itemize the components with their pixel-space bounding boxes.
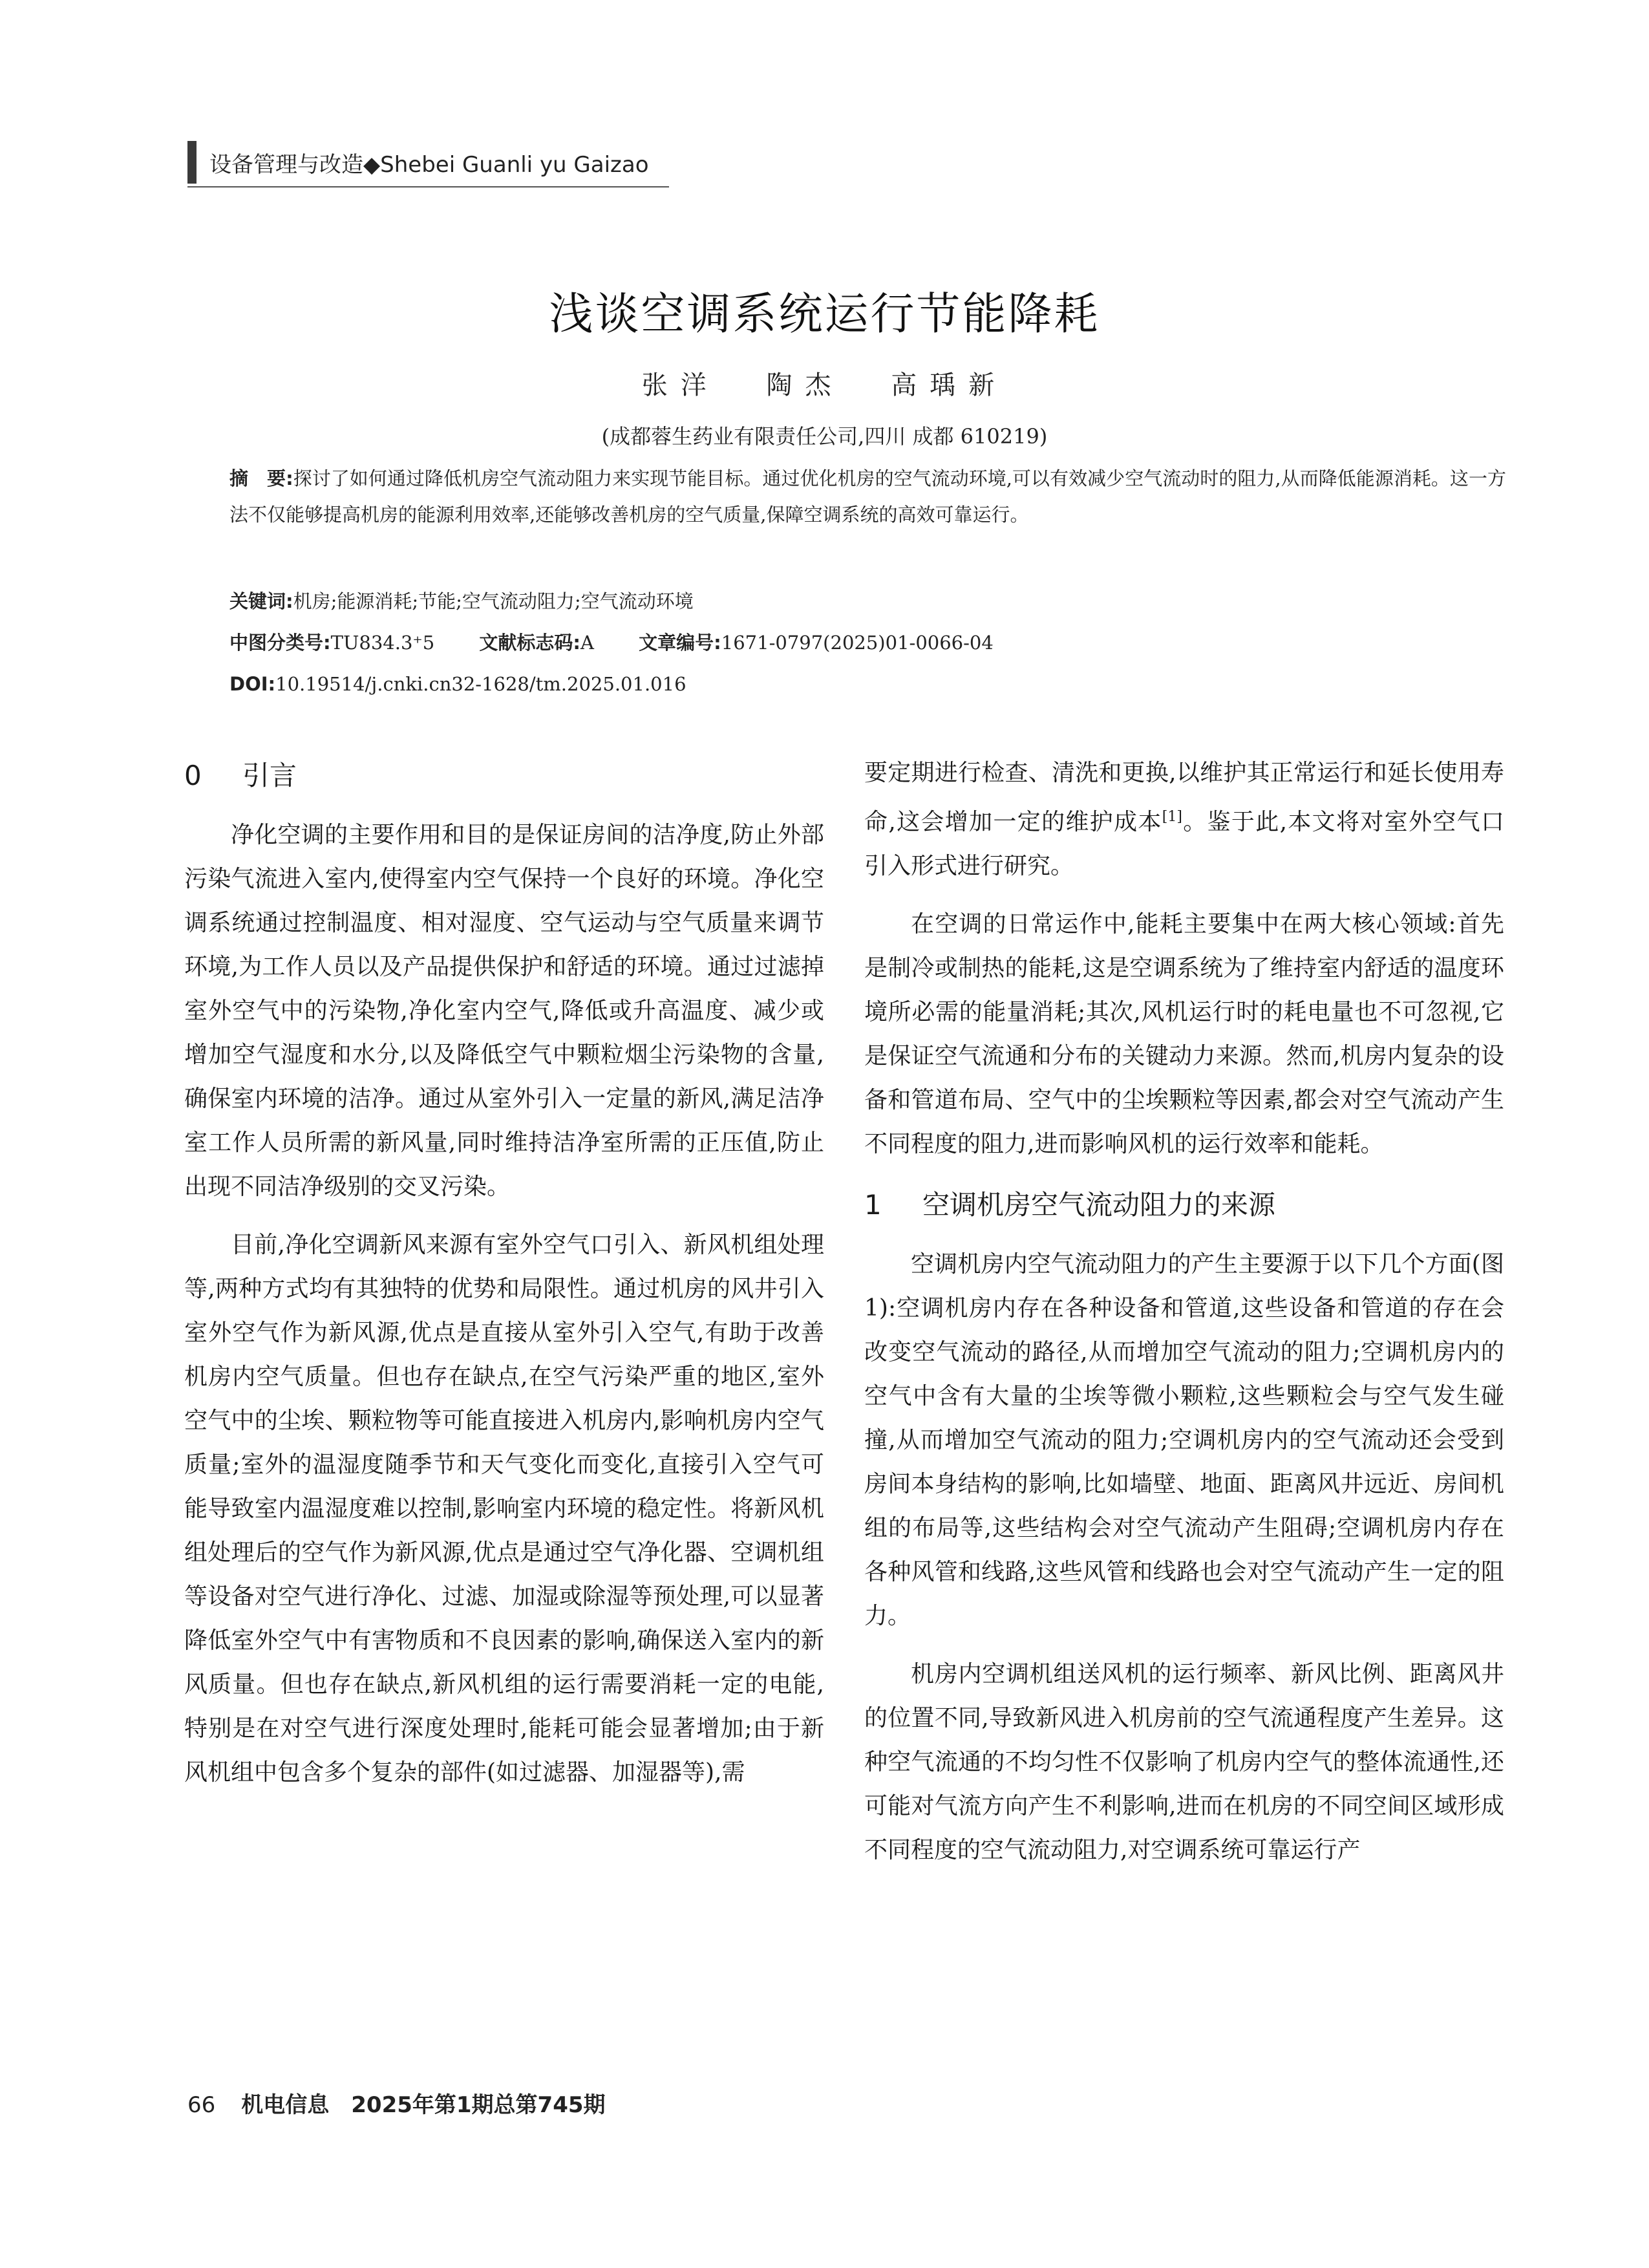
paragraph-text: 。鉴于此,本文将对室外空气口引入形式进行研究。 [864, 809, 1504, 879]
header-separator: ◆ [363, 151, 381, 178]
body-paragraph: 净化空调的主要作用和目的是保证房间的洁净度,防止外部污染气流进入室内,使得室内空气保持一个良好的环境。净化空调系统通过控制温度、相对湿度、空气运动与空气质量来调节环境,为工作人员以及产品提供保护和舒适的环境。通过过滤掉室外空气中的污染物,净化室内空气,降低或升高温度、减少或增加空气湿度和水分,以及降低空气中颗粒烟尘污染物的含量,确保室内环境的洁净。通过从室外引入一定量的新风,满足洁净室工作人员所需的新风量,同时维持洁净室所需的正压值,防止出现不同洁净级别的交叉污染。 [184, 822, 824, 1200]
doc-code-label: 文献标志码: [479, 632, 580, 654]
author-name: 张洋 [641, 370, 719, 400]
keywords-text: 机房;能源消耗;节能;空气流动阻力;空气流动环境 [293, 590, 694, 612]
paragraph-text: 要定期进行检查、清洗和更换,以维护其正常运行和延长使用寿命,这会增加一定的维护成本 [864, 760, 1504, 835]
affiliation: (成都蓉生药业有限责任公司,四川 成都 610219) [601, 424, 1048, 449]
page-number: 66 [187, 2092, 216, 2118]
body-paragraph: 在空调的日常运作中,能耗主要集中在两大核心领域:首先是制冷或制热的能耗,这是空调系统为了维持室内舒适的温度环境所必需的能量消耗;其次,风机运行时的耗电量也不可忽视,它是保证空气流通和分布的关键动力来源。然而,机房内复杂的设备和管道布局、空气中的尘埃颗粒等因素,都会对空气流动产生不同程度的阻力,进而影响风机的运行效率和能耗。 [864, 911, 1504, 1157]
classification-line [229, 625, 1506, 661]
keywords [229, 583, 1506, 619]
section-number: 0 [184, 760, 202, 791]
section-number: 1 [864, 1189, 882, 1221]
doi-label: DOI: [229, 673, 276, 695]
running-header [187, 141, 649, 184]
doc-code-item [479, 632, 594, 654]
body-paragraph: 目前,净化空调新风来源有室外空气口引入、新风机组处理等,两种方式均有其独特的优势和局限性。通过机房的风井引入室外空气作为新风源,优点是直接从室外引入空气,有助于改善机房内空气质量。但也存在缺点,在空气污染严重的地区,室外空气中的尘埃、颗粒物等可能直接进入机房内,影响机房内空气质量;室外的温湿度随季节和天气变化而变化,直接引入空气可能导致室内温湿度难以控制,影响室内环境的稳定性。将新风机组处理后的空气作为新风源,优点是通过空气净化器、空调机组等设备对空气进行净化、过滤、加湿或除湿等预处理,可以显著降低室外空气中有害物质和不良因素的影响,确保送入室内的新风质量。但也存在缺点,新风机组的运行需要消耗一定的电能,特别是在对空气进行深度处理时,能耗可能会显著增加;由于新风机组中包含多个复杂的部件(如过滤器、加湿器等),需 [184, 1232, 824, 1786]
article-number-item [639, 632, 994, 654]
body-paragraph: 空调机房内空气流动阻力的产生主要源于以下几个方面(图1):空调机房内存在各种设备和管道,这些设备和管道的存在会改变空气流动的路径,从而增加空气流动的阻力;空调机房内的空气中含有大量的尘埃等微小颗粒,这些颗粒会与空气发生碰撞,从而增加空气流动的阻力;空调机房内的空气流动还会受到房间本身结构的影响,比如墙壁、地面、距离风井远近、房间机组的布局等,这些结构会对空气流动产生阻碍;空调机房内存在各种风管和线路,这些风管和线路也会对空气流动产生一定的阻力。 [864, 1251, 1504, 1629]
keywords-label: 关键词: [229, 590, 293, 612]
author-name: 陶杰 [766, 370, 844, 400]
citation-ref: [1] [1162, 809, 1182, 825]
section-title: 引言 [242, 760, 297, 791]
left-column [184, 751, 824, 1809]
article-number-label: 文章编号: [639, 632, 721, 654]
doi-line [229, 666, 1506, 702]
header-rule [187, 186, 669, 187]
section-heading [184, 751, 824, 800]
abstract-text: 探讨了如何通过降低机房空气流动阻力来实现节能目标。通过优化机房的空气流动环境,可以有效减少空气流动时的阻力,从而降低能源消耗。这一方法不仅能够提高机房的能源利用效率,还能够改善机房的空气质量,保障空调系统的高效可靠运行。 [229, 467, 1506, 526]
right-column [864, 751, 1504, 1887]
clc-value: TU834.3⁺5 [330, 632, 435, 654]
page-footer [187, 2087, 606, 2119]
author-list [0, 365, 1649, 401]
abstract-label: 摘 要: [229, 467, 293, 489]
doc-code-value: A [580, 632, 594, 654]
paper-title: 浅谈空调系统运行节能降耗 [549, 289, 1100, 340]
journal-issue: 机电信息 2025年第1期总第745期 [241, 2092, 606, 2118]
header-section-cn: 设备管理与改造 [209, 151, 363, 178]
section-heading [864, 1181, 1504, 1230]
body-paragraph [864, 751, 1504, 888]
header-section-pinyin: Shebei Guanli yu Gaizao [380, 151, 649, 178]
clc-label: 中图分类号: [229, 632, 331, 654]
header-text [209, 147, 649, 178]
author-name: 高瑀新 [891, 370, 1008, 400]
section-title: 空调机房空气流动阻力的来源 [922, 1189, 1276, 1221]
clc-item [229, 632, 434, 654]
article-number-value: 1671-0797(2025)01-0066-04 [721, 632, 994, 654]
abstract [229, 460, 1506, 533]
body-paragraph: 机房内空调机组送风机的运行频率、新风比例、距离风井的位置不同,导致新风进入机房前的空气流通程度产生差异。这种空气流通的不均匀性不仅影响了机房内空气的整体流通性,还可能对气流方向产生不利影响,进而在机房的不同空间区域形成不同程度的空气流动阻力,对空调系统可靠运行产 [864, 1661, 1504, 1863]
doi-value: 10.19514/j.cnki.cn32-1628/tm.2025.01.016 [275, 673, 686, 695]
header-bar [187, 141, 197, 184]
